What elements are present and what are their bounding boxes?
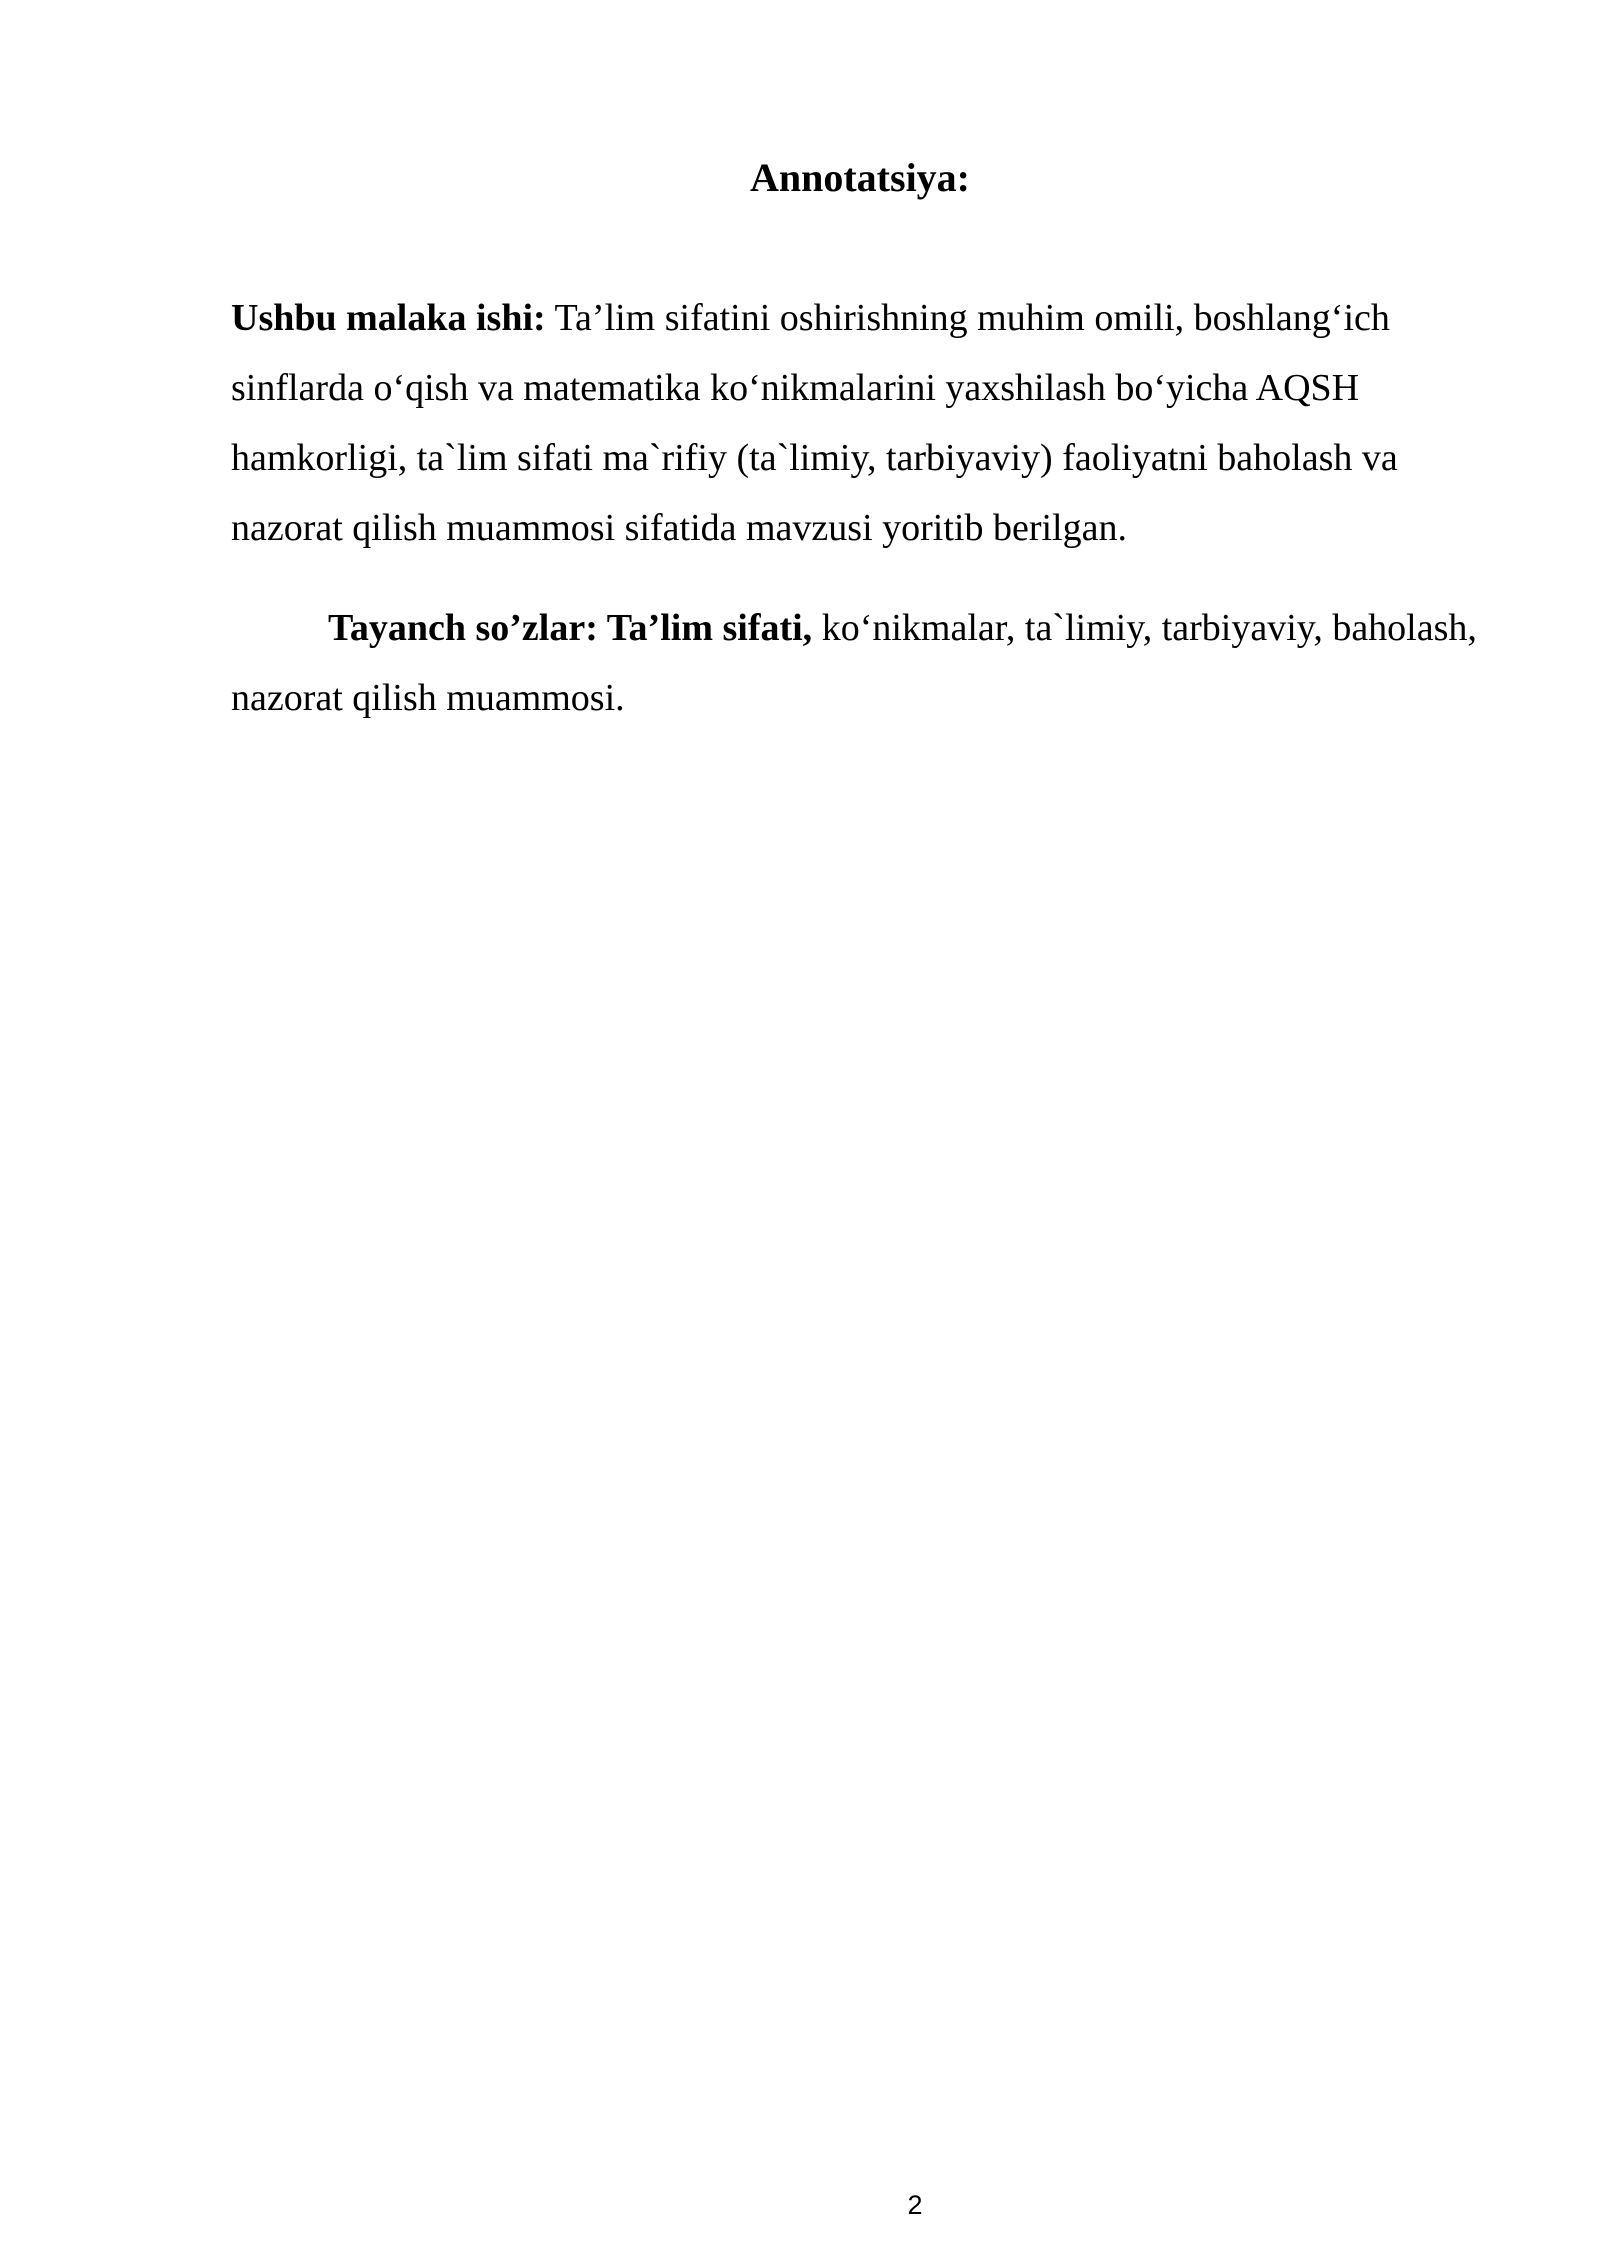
annotation-paragraph	[231, 283, 1486, 563]
paragraph-text: Ta’lim sifatini oshirishning muhim omili, boshlang‘ich sinflarda o‘qish va matematika ko‘nikmalarini yaxshilash bo‘yicha AQSH hamkorligi, ta`lim sifati ma`rifiy (ta`limiy, tarbiyaviy) faoliyatni baholash va nazorat qilish muammosi sifatida mavzusi yoritib berilgan.	[231, 297, 1398, 549]
page-number: 2	[907, 2190, 923, 2220]
paragraph-label: Ushbu malaka ishi:	[231, 297, 546, 339]
keywords-paragraph	[231, 593, 1486, 733]
keywords-text: ko‘nikmalar, ta`limiy, tarbiyaviy, baholash, nazorat qilish muammosi.	[231, 607, 1477, 719]
keywords-label: Tayanch so’zlar: Ta’lim sifati,	[328, 607, 813, 649]
page-title: Annotatsiya:	[749, 155, 971, 200]
